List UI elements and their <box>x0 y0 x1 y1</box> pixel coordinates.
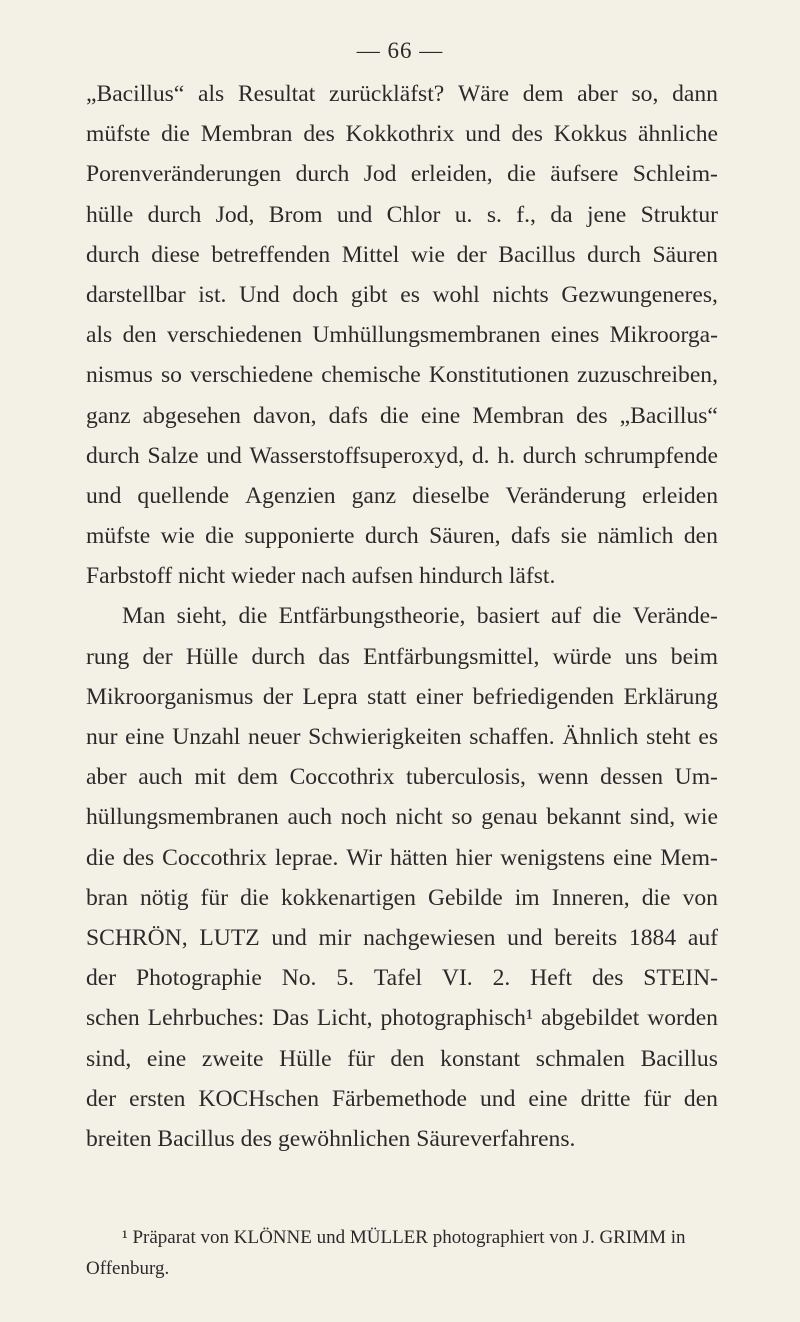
text-line: Porenveränderungen durch Jod erleiden, die äufsere Schleim- <box>86 161 718 188</box>
text-line: nismus so verschiedene chemische Konstitutionen zuzuschreiben, <box>86 362 718 389</box>
text-line: müfste die Membran des Kokkothrix und des Kokkus ähnliche <box>86 121 718 148</box>
text-line: bran nötig für die kokkenartigen Gebilde im Inneren, die von <box>86 884 718 911</box>
footnote-line: ¹ Präparat von KLÖNNE und MÜLLER photographiert von J. GRIMM in <box>122 1227 686 1248</box>
text-line: schen Lehrbuches: Das Licht, photographisch¹ abgebildet worden <box>86 1005 718 1032</box>
text-line: hülle durch Jod, Brom und Chlor u. s. f., da jene Struktur <box>86 201 718 228</box>
text-line: und quellende Agenzien ganz dieselbe Veränderung erleiden <box>86 482 718 509</box>
text-line: nur eine Unzahl neuer Schwierigkeiten schaffen. Ähnlich steht es <box>86 724 718 750</box>
page-number: — 66 — <box>356 38 444 63</box>
text-line: Farbstoff nicht wieder nach aufsen hindurch läfst. <box>86 563 556 590</box>
text-line: breiten Bacillus des gewöhnlichen Säureverfahrens. <box>86 1125 576 1152</box>
text-line: hüllungsmembranen auch noch nicht so genau bekannt sind, wie <box>86 804 718 831</box>
text-line: als den verschiedenen Umhüllungsmembranen eines Mikroorga- <box>86 322 718 349</box>
text-line: der ersten KOCHschen Färbemethode und eine dritte für den <box>86 1085 718 1112</box>
text-line: Mikroorganismus der Lepra statt einer befriedigenden Erklärung <box>86 683 718 710</box>
text-line: SCHRÖN, LUTZ und mir nachgewiesen und bereits 1884 auf <box>86 924 718 951</box>
text-line: die des Coccothrix leprae. Wir hätten hier wenigstens eine Mem- <box>86 844 718 871</box>
text-line: „Bacillus“ als Resultat zurückläfst? Wäre dem aber so, dann <box>86 81 718 107</box>
text-line: sind, eine zweite Hülle für den konstant schmalen Bacillus <box>86 1045 718 1072</box>
text-line: durch Salze und Wasserstoffsuperoxyd, d. h. durch schrumpfende <box>86 442 718 469</box>
text-line: aber auch mit dem Coccothrix tuberculosis, wenn dessen Um- <box>86 764 718 791</box>
footnote <box>86 1222 718 1284</box>
text-line: Man sieht, die Entfärbungstheorie, basiert auf die Verände- <box>122 603 718 630</box>
text-line: der Photographie No. 5. Tafel VI. 2. Heft des STEIN- <box>86 965 718 992</box>
text-line: durch diese betreffenden Mittel wie der Bacillus durch Säuren <box>86 241 718 268</box>
text-line: darstellbar ist. Und doch gibt es wohl nichts Gezwungeneres, <box>86 281 718 308</box>
body-text <box>86 74 718 1159</box>
text-line: ganz abgesehen davon, dafs die eine Membran des „Bacillus“ <box>86 402 718 429</box>
text-line: rung der Hülle durch das Entfärbungsmittel, würde uns beim <box>86 643 718 670</box>
text-line: müfste wie die supponierte durch Säuren, dafs sie nämlich den <box>86 523 718 550</box>
footnote-line: Offenburg. <box>86 1258 170 1279</box>
